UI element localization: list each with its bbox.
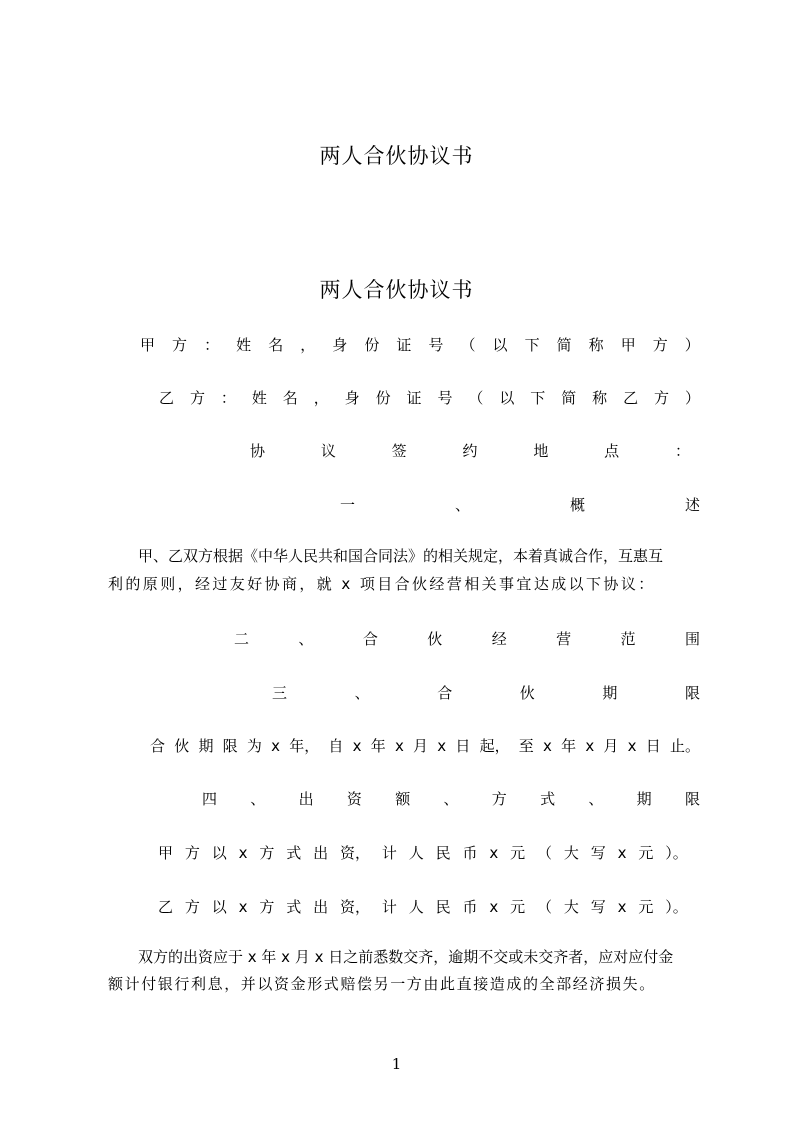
text-token: 方 xyxy=(652,336,668,354)
text-token: 限 xyxy=(684,684,700,702)
text-token: 元 xyxy=(638,844,654,862)
text-token: 方 xyxy=(654,389,670,407)
text-token: 币 xyxy=(462,844,478,862)
text-token: x xyxy=(489,898,499,916)
text-token: ： xyxy=(220,389,236,407)
text-token: 称 xyxy=(588,336,604,354)
text-token: 式 xyxy=(286,844,302,862)
text-token: 证 xyxy=(406,389,422,407)
text-token: 名 xyxy=(268,336,284,354)
text-token: 签 xyxy=(391,442,407,460)
text-token: 月 xyxy=(413,737,429,755)
text-token: 方 xyxy=(491,790,507,808)
text-token: 经 xyxy=(491,630,507,648)
text-token: 出 xyxy=(313,844,329,862)
party-a-capital-line xyxy=(158,842,688,864)
text-token: 三 xyxy=(272,684,288,702)
text-token: 姓 xyxy=(251,389,267,407)
text-token: x xyxy=(543,737,552,755)
text-token: 出 xyxy=(313,898,329,916)
text-token: 四 xyxy=(202,790,218,808)
text-token: 大 xyxy=(563,844,579,862)
section1-paragraph-line1: 甲、乙双方根据《中华人民共和国合同法》的相关规定，本着真诚合作，互惠互 xyxy=(138,547,664,565)
text-token: 日 xyxy=(455,737,471,755)
section1-paragraph-line2: 利的原则，经过友好协商，就 x 项目合伙经营相关事宜达成以下协议： xyxy=(108,575,656,593)
text-token: 方 xyxy=(184,844,200,862)
text-token: 人 xyxy=(408,844,424,862)
text-token: 协 xyxy=(250,442,266,460)
text-token: 、 xyxy=(298,630,314,648)
signing-place-line xyxy=(250,440,690,462)
text-token: 式 xyxy=(540,790,556,808)
text-token: 号 xyxy=(428,336,444,354)
payment-paragraph-line1: 双方的出资应于 x 年 x 月 x 日之前悉数交齐，逾期不交或未交齐者，应对应付金 xyxy=(138,948,674,966)
text-token: 证 xyxy=(396,336,412,354)
text-token: 、 xyxy=(250,790,266,808)
text-token: 一 xyxy=(340,496,356,514)
text-token: ： xyxy=(674,442,690,460)
text-token: 乙 xyxy=(158,898,174,916)
text-token: 起， xyxy=(479,737,510,755)
text-token: 日 xyxy=(645,737,661,755)
text-token: 围 xyxy=(684,630,700,648)
text-token: 自 xyxy=(328,737,344,755)
text-token: 简 xyxy=(556,336,572,354)
party-b-line xyxy=(159,387,700,409)
text-token: ， xyxy=(313,389,329,407)
text-token: 元 xyxy=(510,844,526,862)
text-token: x xyxy=(271,737,280,755)
text-token: ， xyxy=(300,336,316,354)
text-token: 、 xyxy=(354,684,370,702)
text-token: 甲 xyxy=(140,336,156,354)
text-token: 伙 xyxy=(174,737,190,755)
text-token: 述 xyxy=(684,496,700,514)
text-token: 下 xyxy=(524,336,540,354)
text-token: 方 xyxy=(184,898,200,916)
text-token: 名 xyxy=(282,389,298,407)
text-token: 民 xyxy=(435,844,451,862)
text-token: 伙 xyxy=(427,630,443,648)
text-token: 份 xyxy=(375,389,391,407)
text-token: 年， xyxy=(289,737,320,755)
text-token: 甲 xyxy=(158,844,174,862)
text-token: ） xyxy=(684,389,700,407)
text-token: 方 xyxy=(172,336,188,354)
text-token: 、 xyxy=(443,790,459,808)
text-token: 合 xyxy=(437,684,453,702)
text-token: 期 xyxy=(636,790,652,808)
text-token: 月 xyxy=(603,737,619,755)
text-token: 伙 xyxy=(519,684,535,702)
document-title-main: 两人合伙协议书 xyxy=(319,278,474,302)
text-token: 地 xyxy=(533,442,549,460)
text-token: 年 xyxy=(370,737,386,755)
text-token: 元 xyxy=(510,898,526,916)
text-token: 姓 xyxy=(236,336,252,354)
text-token: 期 xyxy=(198,737,214,755)
text-token: 点 xyxy=(604,442,620,460)
text-token: 以 xyxy=(211,844,227,862)
text-token: 身 xyxy=(344,389,360,407)
text-token: 份 xyxy=(364,336,380,354)
text-token: 号 xyxy=(437,389,453,407)
text-token: 以 xyxy=(492,336,508,354)
text-token: 币 xyxy=(462,898,478,916)
text-token: ）。 xyxy=(665,898,688,916)
payment-paragraph-line2: 额计付银行利息，并以资金形式赔偿另一方由此直接造成的全部经济损失。 xyxy=(108,975,656,993)
text-token: （ xyxy=(537,898,553,916)
text-token: 年 xyxy=(561,737,577,755)
text-token: 简 xyxy=(561,389,577,407)
party-a-line xyxy=(140,334,700,356)
text-token: 乙 xyxy=(159,389,175,407)
text-token: 合 xyxy=(362,630,378,648)
text-token: 民 xyxy=(435,898,451,916)
text-token: x xyxy=(627,737,637,755)
text-token: 方 xyxy=(259,844,275,862)
page-number: 1 xyxy=(391,1055,402,1073)
section3-term-line xyxy=(150,735,700,757)
document-title-top: 两人合伙协议书 xyxy=(319,144,474,168)
text-token: x xyxy=(238,844,248,862)
party-b-capital-line xyxy=(158,896,688,918)
text-token: 议 xyxy=(320,442,336,460)
text-token: 约 xyxy=(462,442,478,460)
text-token: 概 xyxy=(569,496,585,514)
section2-heading xyxy=(234,628,700,650)
text-token: 至 xyxy=(518,737,534,755)
text-token: 乙 xyxy=(623,389,639,407)
text-token: 方 xyxy=(259,898,275,916)
text-token: x xyxy=(617,898,627,916)
text-token: 为 xyxy=(246,737,262,755)
text-token: 甲 xyxy=(620,336,636,354)
text-token: 、 xyxy=(454,496,470,514)
text-token: 下 xyxy=(530,389,546,407)
text-token: （ xyxy=(468,389,484,407)
text-token: 写 xyxy=(590,844,606,862)
text-token: 期 xyxy=(602,684,618,702)
text-token: 元 xyxy=(638,898,654,916)
text-token: ） xyxy=(684,336,700,354)
text-token: 资， xyxy=(340,898,371,916)
text-token: 以 xyxy=(499,389,515,407)
text-token: 称 xyxy=(592,389,608,407)
text-token: 写 xyxy=(590,898,606,916)
text-token: 方 xyxy=(189,389,205,407)
text-token: 资， xyxy=(340,844,371,862)
text-token: 限 xyxy=(684,790,700,808)
text-token: x xyxy=(617,844,627,862)
text-token: 营 xyxy=(556,630,572,648)
text-token: x xyxy=(238,898,248,916)
section4-heading xyxy=(202,788,700,810)
text-token: ： xyxy=(204,336,220,354)
text-token: x xyxy=(437,737,447,755)
text-token: 、 xyxy=(588,790,604,808)
text-token: 范 xyxy=(620,630,636,648)
text-token: 以 xyxy=(211,898,227,916)
text-token: x xyxy=(585,737,595,755)
text-token: 合 xyxy=(150,737,166,755)
text-token: 限 xyxy=(222,737,238,755)
text-token: x xyxy=(394,737,404,755)
section3-heading xyxy=(272,682,700,704)
text-token: 计 xyxy=(381,844,397,862)
text-token: 资 xyxy=(346,790,362,808)
text-token: 二 xyxy=(234,630,250,648)
section1-heading xyxy=(340,494,700,516)
text-token: 人 xyxy=(408,898,424,916)
text-token: （ xyxy=(537,844,553,862)
text-token: （ xyxy=(460,336,476,354)
text-token: 计 xyxy=(381,898,397,916)
text-token: 式 xyxy=(286,898,302,916)
text-token: x xyxy=(352,737,362,755)
text-token: 止。 xyxy=(669,737,700,755)
text-token: 额 xyxy=(395,790,411,808)
text-token: 出 xyxy=(298,790,314,808)
text-token: 大 xyxy=(563,898,579,916)
text-token: ）。 xyxy=(665,844,688,862)
text-token: 身 xyxy=(332,336,348,354)
text-token: x xyxy=(489,844,499,862)
